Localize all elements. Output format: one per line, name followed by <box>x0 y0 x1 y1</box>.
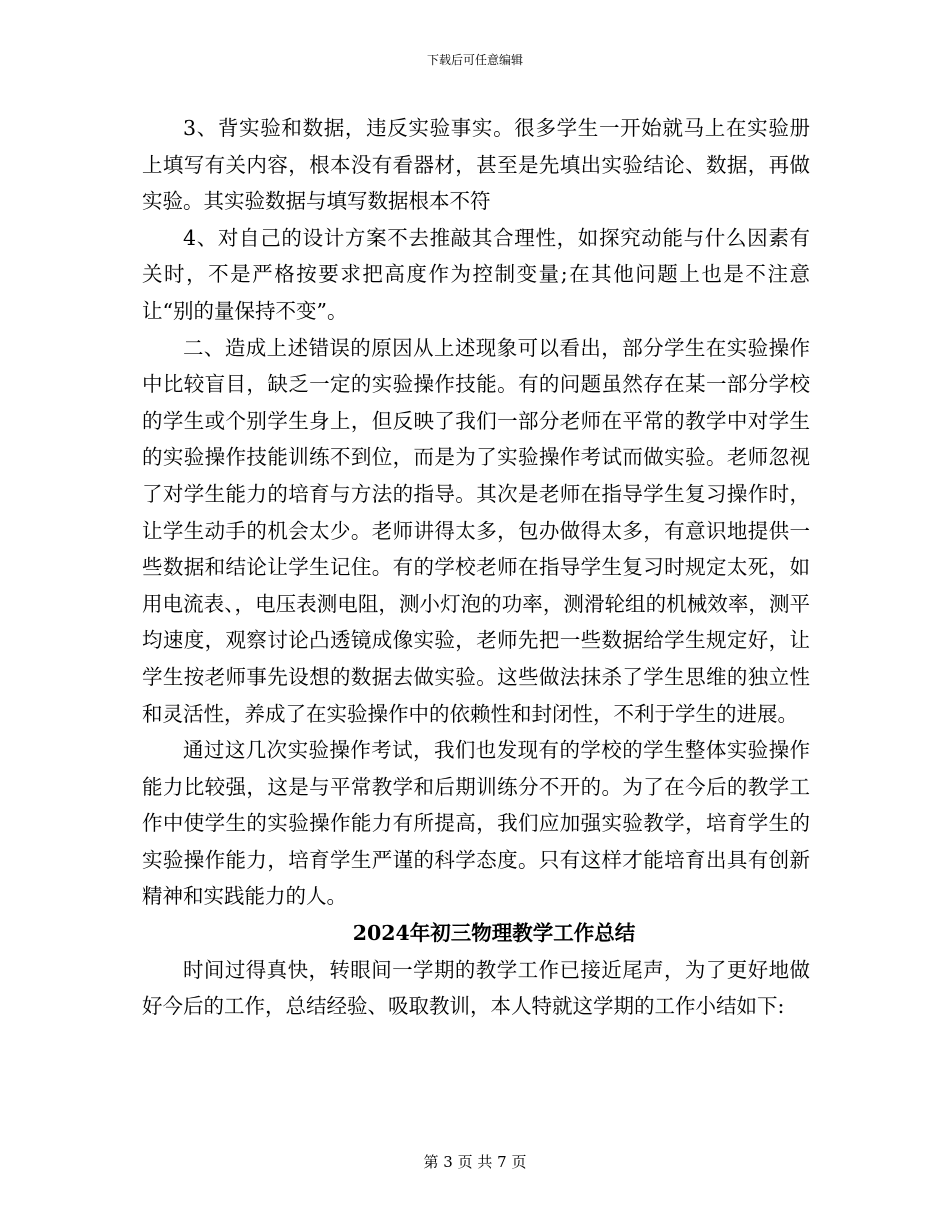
paragraph-intro: 时间过得真快，转眼间一学期的教学工作已接近尾声，为了更好地做好今后的工作，总结经验、吸取教训，本人特就这学期的工作小结如下: <box>142 957 810 1019</box>
paragraph-conclusion: 通过这几次实验操作考试，我们也发现有的学校的学生整体实验操作能力比较强，这是与平常教学和后期训练分不开的。为了在今后的教学工作中使学生的实验操作能力有所提高，我们应加强实验教学，培育学生的实验操作能力，培育学生严谨的科学态度。只有这样才能培育出具有创新精神和实践能力的人。 <box>142 738 810 909</box>
page-header: 下载后可任意编辑 <box>426 53 523 67</box>
paragraph-item-4: 4、对自己的设计方案不去推敲其合理性，如探究动能与什么因素有关时，不是严格按要求把高度作为控制变量;在其他问题上也是不注意让“别的量保持不变”。 <box>142 225 810 323</box>
section-title: 2024年初三物理教学工作总结 <box>352 921 636 946</box>
page-number-footer: 第 3 页 共 7 页 <box>423 1153 527 1171</box>
document-body <box>142 110 810 1025</box>
paragraph-cause-analysis: 二、造成上述错误的原因从上述现象可以看出，部分学生在实验操作中比较盲目，缺乏一定的实验操作技能。有的问题虽然存在某一部分学校的学生或个别学生身上，但反映了我们一部分老师在平常的教学中对学生的实验操作技能训练不到位，而是为了实验操作考试而做实验。老师忽视了对学生能力的培育与方法的指导。其次是老师在指导学生复习操作时，让学生动手的机会太少。老师讲得太多，包办做得太多，有意识地提供一些数据和结论让学生记住。有的学校老师在指导学生复习时规定太死，如用电流表、，电压表测电阻，测小灯泡的功率，测滑轮组的机械效率，测平均速度，观察讨论凸透镜成像实验，老师先把一些数据给学生规定好，让学生按老师事先设想的数据去做实验。这些做法抹杀了学生思维的独立性和灵活性，养成了在实验操作中的依赖性和封闭性，不利于学生的进展。 <box>142 335 810 726</box>
paragraph-item-3: 3、背实验和数据，违反实验事实。很多学生一开始就马上在实验册上填写有关内容，根本没有看器材，甚至是先填出实验结论、数据，再做实验。其实验数据与填写数据根本不符 <box>142 116 810 214</box>
